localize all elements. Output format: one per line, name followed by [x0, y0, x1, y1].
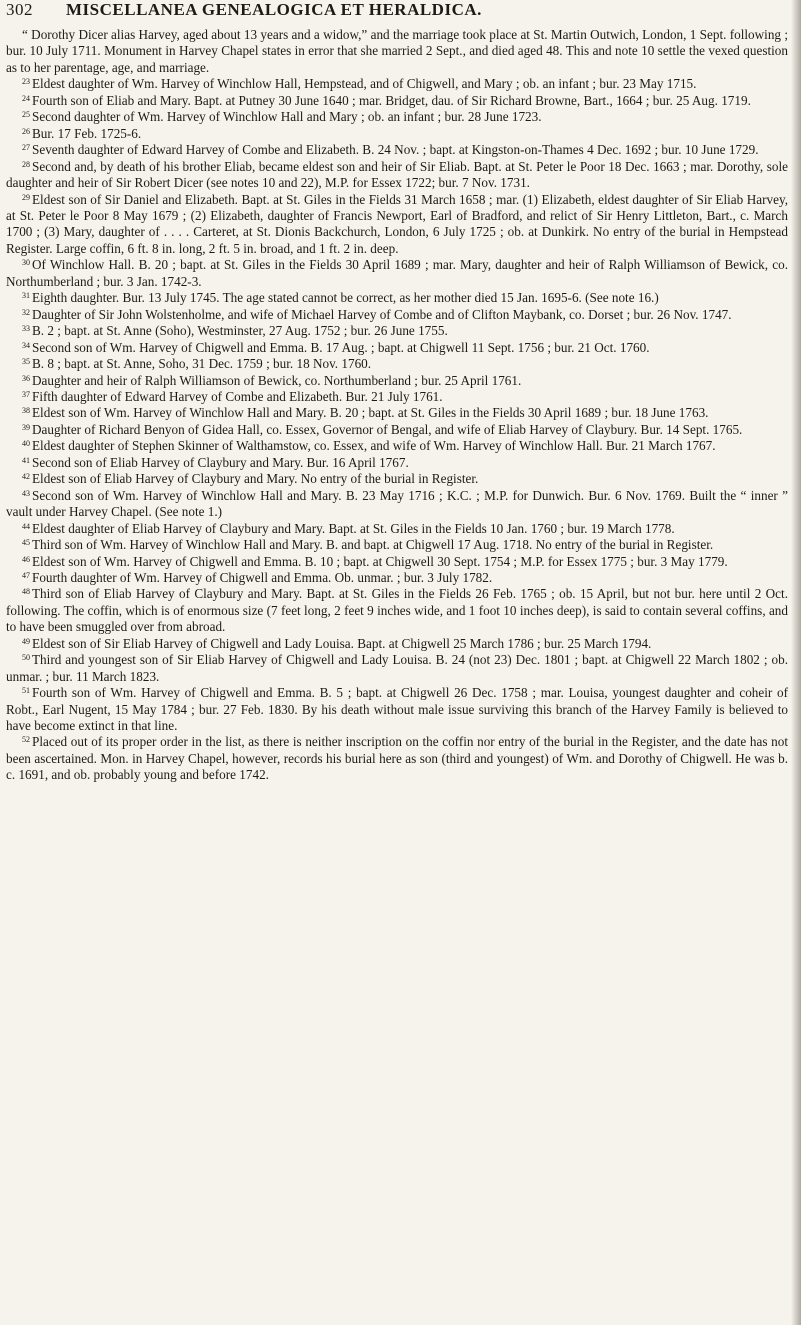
running-title: MISCELLANEA GENEALOGICA ET HERALDICA. [66, 0, 482, 19]
footnote-number: 25 [22, 110, 30, 120]
footnote-number: 35 [22, 357, 30, 367]
footnote-number: 29 [22, 192, 30, 202]
footnote [6, 652, 788, 685]
footnote-number: 26 [22, 126, 30, 136]
footnote-number: 27 [22, 143, 30, 153]
footnote-text: Second daughter of Wm. Harvey of Winchlow Hall and Mary ; ob. an infant ; bur. 28 June 1723. [32, 109, 542, 125]
footnote-text: Of Winchlow Hall. B. 20 ; bapt. at St. Giles in the Fields 30 April 1689 ; mar. Mary, daughter and heir of Ralph Williamson of Bewick, co. Northumberland ; bur. 3 Jan. 1742-3. [6, 257, 788, 289]
footnote-number: 48 [22, 587, 30, 597]
footnote-text: Bur. 17 Feb. 1725-6. [32, 125, 142, 141]
footnote [6, 27, 788, 76]
footnote-text: Daughter of Sir John Wolstenholme, and wife of Michael Harvey of Combe and of Clifton Maybank, co. Dorset ; bur. 26 Nov. 1747. [32, 306, 732, 322]
footnote-text: Third and youngest son of Sir Eliab Harvey of Chigwell and Lady Louisa. B. 24 (not 23) Dec. 1801 ; bapt. at Chigwell 22 March 1802 ; ob. unmar. ; bur. 11 March 1823. [6, 652, 788, 684]
footnote [6, 438, 788, 454]
footnote [6, 455, 788, 471]
footnote [6, 159, 788, 192]
footnote-text: Third son of Wm. Harvey of Winchlow Hall and Mary. B. and bapt. at Chigwell 17 Aug. 1718. No entry of the burial in Register. [32, 537, 714, 553]
page-number: 302 [6, 0, 33, 19]
running-header [6, 0, 796, 22]
footnote-number: 43 [22, 488, 30, 498]
footnote-number: 46 [22, 554, 30, 564]
footnote [6, 257, 788, 290]
footnotes-body [6, 27, 788, 784]
footnote-text: Second son of Eliab Harvey of Claybury and Mary. Bur. 16 April 1767. [32, 454, 409, 470]
footnote [6, 405, 788, 421]
footnote-number: 47 [22, 570, 30, 580]
footnote [6, 340, 788, 356]
footnote-number: 33 [22, 324, 30, 334]
footnote-number: 51 [22, 686, 30, 696]
page-edge-shadow [791, 0, 801, 1325]
footnote-text: Fourth daughter of Wm. Harvey of Chigwell and Emma. Ob. unmar. ; bur. 3 July 1782. [32, 569, 493, 585]
footnote-number: 45 [22, 538, 30, 548]
footnote-text: Daughter of Richard Benyon of Gidea Hall, co. Essex, Governor of Bengal, and wife of Eliab Harvey of Claybury. Bur. 14 Sept. 1765. [32, 421, 743, 437]
footnote-text: Fifth daughter of Edward Harvey of Combe and Elizabeth. Bur. 21 July 1761. [32, 388, 443, 404]
footnote-number: 50 [22, 653, 30, 663]
footnote-text: Placed out of its proper order in the list, as there is neither inscription on the coffin nor entry of the burial in the Register, and the date has not been ascertained. Mon. in Harvey Chapel, however, records his burial here as son (third and youngest) of Wm. and Dorothy of Chigwell. He was b. c. 1691, and ob. probably young and before 1742. [6, 734, 788, 783]
footnote-text: Second and, by death of his brother Eliab, became eldest son and heir of Sir Eliab. Bapt. at St. Peter le Poor 18 Dec. 1663 ; mar. Dorothy, sole daughter and heir of Sir Robert Dicer (see notes 10 and 22), M.P. for Essex 1722; bur. 7 Nov. 1731. [6, 158, 788, 191]
footnote [6, 307, 788, 323]
footnote-text: Eldest daughter of Eliab Harvey of Claybury and Mary. Bapt. at St. Giles in the Fields 10 Jan. 1760 ; bur. 19 March 1778. [32, 520, 675, 536]
footnote-number: 37 [22, 389, 30, 399]
footnote-number: 32 [22, 307, 30, 317]
footnote [6, 471, 788, 487]
footnote-number: 44 [22, 521, 30, 531]
footnote-number: 24 [22, 93, 30, 103]
footnote-number: 38 [22, 406, 30, 416]
footnote-text: Daughter and heir of Ralph Williamson of Bewick, co. Northumberland ; bur. 25 April 1761. [32, 372, 522, 388]
footnote [6, 142, 788, 158]
footnote-text: Eldest son of Sir Eliab Harvey of Chigwell and Lady Louisa. Bapt. at Chigwell 25 March 1786 ; bur. 25 March 1794. [32, 635, 652, 651]
footnote-text: Eighth daughter. Bur. 13 July 1745. The age stated cannot be correct, as her mother died 15 Jan. 1695-6. (See note 16.) [32, 290, 659, 306]
footnote [6, 126, 788, 142]
footnote-text: Eldest daughter of Wm. Harvey of Winchlow Hall, Hempstead, and of Chigwell, and Mary ; ob. an infant ; bur. 23 May 1715. [32, 76, 697, 92]
footnote-text: Eldest son of Wm. Harvey of Winchlow Hall and Mary. B. 20 ; bapt. at St. Giles in the Fields 30 April 1689 ; bur. 18 June 1763. [32, 405, 709, 421]
footnote [6, 373, 788, 389]
footnote-number: 52 [22, 735, 30, 745]
footnote-text: Fourth son of Eliab and Mary. Bapt. at Putney 30 June 1640 ; mar. Bridget, dau. of Sir Richard Browne, Bart., 1664 ; bur. 25 Aug. 1719. [32, 92, 751, 108]
footnote-number: 42 [22, 472, 30, 482]
footnote [6, 521, 788, 537]
footnote-number: 34 [22, 340, 30, 350]
footnote [6, 734, 788, 783]
footnote [6, 192, 788, 258]
footnote-text: Eldest son of Eliab Harvey of Claybury and Mary. No entry of the burial in Register. [32, 471, 479, 487]
footnote-text: B. 8 ; bapt. at St. Anne, Soho, 31 Dec. 1759 ; bur. 18 Nov. 1760. [32, 356, 372, 372]
footnote-text: Fourth son of Wm. Harvey of Chigwell and Emma. B. 5 ; bapt. at Chigwell 26 Dec. 1758 ; mar. Louisa, youngest daughter and coheir of Robt., Earl Nugent, 15 May 1784 ; bur. 27 Feb. 1830. By his death without male issue surviving this branch of the Harvey Family is believed to have become extinct in that line. [6, 685, 788, 734]
footnote-text: B. 2 ; bapt. at St. Anne (Soho), Westminster, 27 Aug. 1752 ; bur. 26 June 1755. [32, 323, 448, 339]
footnote [6, 356, 788, 372]
footnote-number: 36 [22, 373, 30, 383]
footnote-number: 23 [22, 77, 30, 87]
footnote-number: 41 [22, 455, 30, 465]
footnote [6, 554, 788, 570]
footnote [6, 93, 788, 109]
footnote [6, 537, 788, 553]
footnote [6, 76, 788, 92]
footnote-number: 31 [22, 291, 30, 301]
footnote [6, 422, 788, 438]
footnote-text: Second son of Wm. Harvey of Chigwell and Emma. B. 17 Aug. ; bapt. at Chigwell 11 Sept. 1756 ; bur. 21 Oct. 1760. [32, 339, 650, 355]
footnote-text: “ Dorothy Dicer alias Harvey, aged about 13 years and a widow,” and the marriage took place at St. Martin Outwich, London, 1 Sept. following ; bur. 10 July 1711. Monument in Harvey Chapel states in error that she married 2 Sept., and died aged 48. This and note 10 settle the vexed question as to her parentage, age, and marriage. [6, 27, 788, 75]
footnote-text: Eldest son of Wm. Harvey of Chigwell and Emma. B. 10 ; bapt. at Chigwell 30 Sept. 1754 ; M.P. for Essex 1775 ; bur. 3 May 1779. [32, 553, 728, 569]
footnote [6, 389, 788, 405]
footnote [6, 570, 788, 586]
footnote [6, 488, 788, 521]
footnote-text: Seventh daughter of Edward Harvey of Combe and Elizabeth. B. 24 Nov. ; bapt. at Kingston-on-Thames 4 Dec. 1692 ; bur. 10 June 1729. [32, 142, 759, 158]
footnote-text: Eldest daughter of Stephen Skinner of Walthamstow, co. Essex, and wife of Wm. Harvey of Winchlow Hall. Bur. 21 March 1767. [32, 438, 716, 454]
footnote-text: Third son of Eliab Harvey of Claybury and Mary. Bapt. at St. Giles in the Fields 26 Feb. 1765 ; ob. 15 April, but not bur. here until 2 Oct. following. The coffin, which is of enormous size (7 feet long, 2 feet 9 inches wide, and 1 foot 10 inches deep), is said to contain several coffins, and to have been smuggled over from abroad. [6, 586, 788, 635]
footnote [6, 109, 788, 125]
footnote-number: 28 [22, 159, 30, 169]
footnote-number: 49 [22, 636, 30, 646]
footnote [6, 586, 788, 635]
footnote [6, 636, 788, 652]
footnote [6, 685, 788, 734]
footnote [6, 290, 788, 306]
footnote-number: 30 [22, 258, 30, 268]
footnote [6, 323, 788, 339]
footnote-text: Eldest son of Sir Daniel and Elizabeth. Bapt. at St. Giles in the Fields 31 March 1658 ; mar. (1) Elizabeth, eldest daughter of Sir Eliab Harvey, at St. Peter le Poor 8 May 1679 ; (2) Elizabeth, daughter of Francis Newport, Earl of Bradford, and relict of Sir Henry Littleton, Bart., c. March 1700 ; (3) Mary, daughter of . . . . Carteret, at St. Dionis Backchurch, London, 6 July 1725 ; ob. at Dunkirk. No entry of the burial in Hempstead Register. Large coffin, 6 ft. 8 in. long, 2 ft. 5 in. broad, and 1 ft. 2 in. deep. [6, 191, 788, 256]
footnote-number: 40 [22, 439, 30, 449]
footnote-text: Second son of Wm. Harvey of Winchlow Hall and Mary. B. 23 May 1716 ; K.C. ; M.P. for Dunwich. Bur. 6 Nov. 1769. Built the “ inner ” vault under Harvey Chapel. (See note 1.) [6, 487, 788, 520]
footnote-number: 39 [22, 422, 30, 432]
